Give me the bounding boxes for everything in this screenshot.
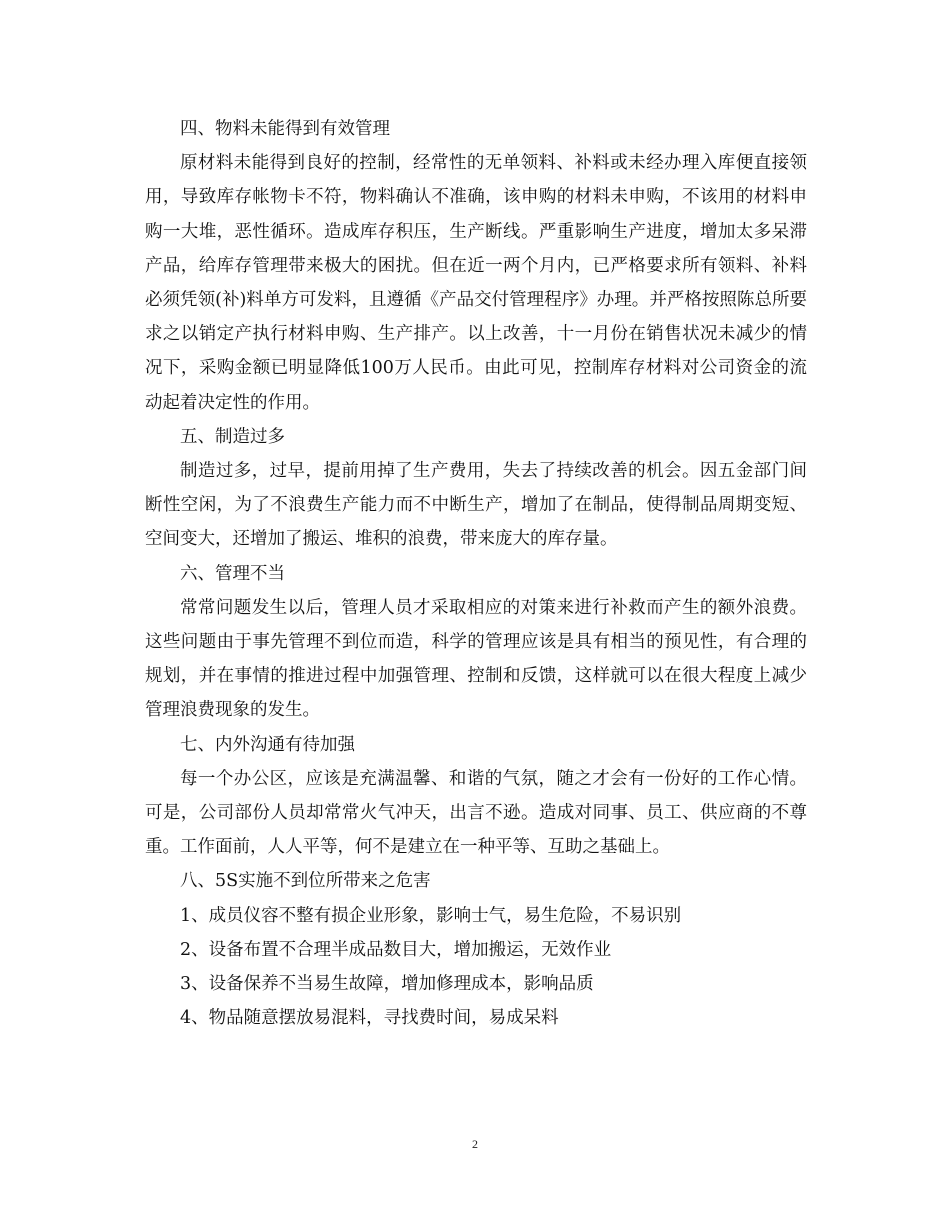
section-heading-6: 六、管理不当 [180, 563, 285, 584]
section-paragraph-4: 原材料未能得到良好的控制，经常性的无单领料、补料或未经办理入库便直接领用，导致库存帐物卡不符，物料确认不准确，该申购的材料未申购，不该用的材料申购一大堆，恶性循环。造成库存积压，生产断线。严重影响生产进度，增加太多呆滞产品，给库存管理带来极大的困扰。但在近一两个月内，已严格要求所有领料、补料必须凭领(补)料单方可发料，且遵循《产品交付管理程序》办理。并严格按照陈总所要求之以销定产执行材料申购、生产排产。以上改善，十一月份在销售状况未减少的情况下，采购金额已明显降低100万人民币。由此可见，控制库存材料对公司资金的流动起着决定性的作用。 [145, 153, 807, 413]
list-item: 2、设备布置不合理半成品数目大，增加搬运，无效作业 [180, 939, 612, 960]
list-item: 3、设备保养不当易生故障，增加修理成本，影响品质 [180, 974, 594, 995]
section-paragraph-6: 常常问题发生以后，管理人员才采取相应的对策来进行补救而产生的额外浪费。这些问题由于事先管理不到位而造，科学的管理应该是具有相当的预见性，有合理的规划，并在事情的推进过程中加强管理、控制和反馈，这样就可以在很大程度上减少管理浪费现象的发生。 [145, 597, 807, 721]
section-heading-8: 八、5S实施不到位所带来之危害 [180, 871, 431, 892]
list-item: 1、成员仪容不整有损企业形象，影响士气，易生危险，不易识别 [180, 905, 682, 926]
section-heading-4: 四、物料未能得到有效管理 [180, 119, 390, 139]
section-heading-5: 五、制造过多 [180, 426, 285, 447]
document-body [145, 112, 807, 1035]
page-number: 2 [472, 1137, 478, 1151]
section-heading-7: 七、内外沟通有待加强 [180, 734, 355, 755]
list-item: 4、物品随意摆放易混料，寻找费时间，易成呆料 [180, 1008, 559, 1029]
section-paragraph-7: 每一个办公区，应该是充满温馨、和谐的气氛，随之才会有一份好的工作心情。可是，公司部份人员却常常火气冲天，出言不逊。造成对同事、员工、供应商的不尊重。工作面前，人人平等，何不是建立在一种平等、互助之基础上。 [145, 768, 807, 858]
section-paragraph-5: 制造过多，过早，提前用掉了生产费用，失去了持续改善的机会。因五金部门间断性空闲，为了不浪费生产能力而不中断生产，增加了在制品，使得制品周期变短、空间变大，还增加了搬运、堆积的浪费，带来庞大的库存量。 [145, 461, 807, 550]
